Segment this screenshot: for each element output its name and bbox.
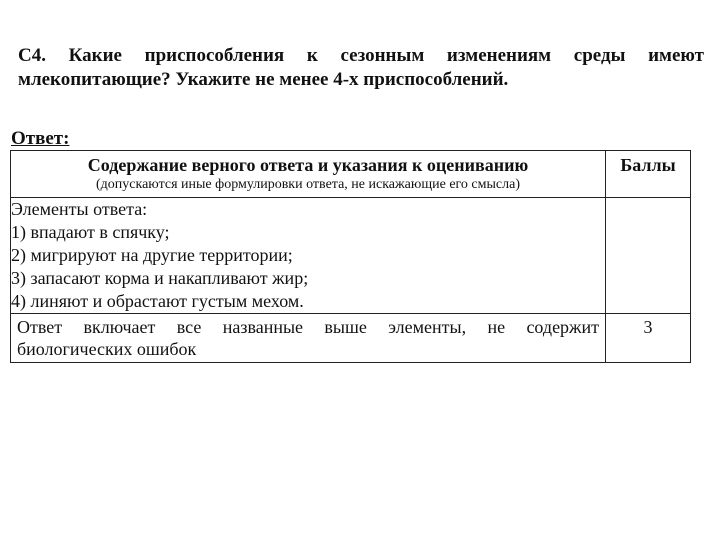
criterion-row bbox=[11, 314, 691, 363]
score-header-title: Баллы bbox=[620, 155, 676, 175]
answer-table bbox=[10, 150, 691, 363]
answer-element: 3) запасают корма и накапливают жир; bbox=[11, 268, 309, 288]
criterion-cell bbox=[11, 314, 606, 363]
elements-score-cell bbox=[606, 198, 691, 314]
answer-element: 4) линяют и обрастают густым мехом. bbox=[11, 291, 304, 311]
table-header-row bbox=[11, 151, 691, 198]
score-header-cell bbox=[606, 151, 691, 198]
answer-element: 1) впадают в спячку; bbox=[11, 222, 170, 242]
content-header-cell bbox=[11, 151, 606, 198]
answer-elements-cell bbox=[11, 198, 606, 314]
elements-title: Элементы ответа: bbox=[11, 199, 148, 219]
content-header-title: Содержание верного ответа и указания к оцениванию bbox=[87, 155, 529, 175]
criterion-text: Ответ включает все названные выше элементы, не содержит биологических ошибок bbox=[17, 317, 599, 359]
criterion-score: 3 bbox=[643, 317, 653, 337]
question-text: С4. Какие приспособления к сезонным изменениям среды имеют млекопитающие? Укажите не менее 4-х приспособлений. bbox=[18, 45, 704, 90]
criterion-score-cell bbox=[606, 314, 691, 363]
answer-label: Ответ: bbox=[11, 128, 70, 149]
elements-row bbox=[11, 198, 691, 314]
content-header-note: (допускаются иные формулировки ответа, не искажающие его смысла) bbox=[96, 177, 520, 192]
answer-element: 2) мигрируют на другие территории; bbox=[11, 245, 293, 265]
